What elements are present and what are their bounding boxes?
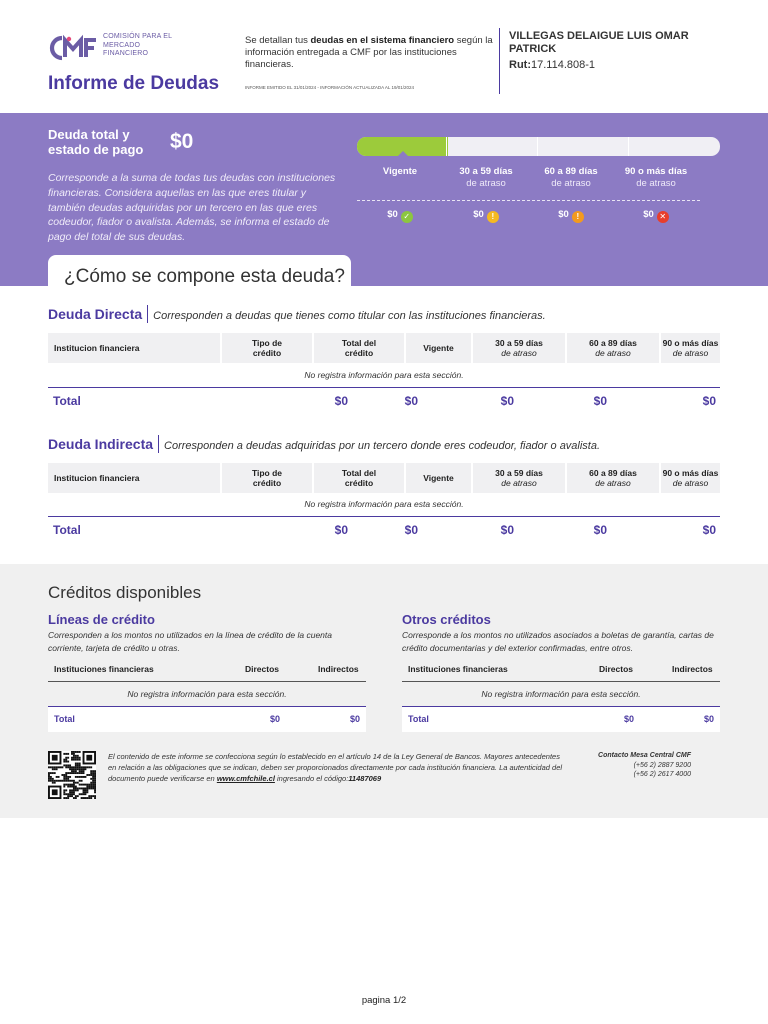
status-amount-value: $0	[473, 209, 484, 220]
status-category-amount	[443, 209, 529, 223]
status-amount-value: $0	[643, 209, 654, 220]
total-label: Total	[53, 394, 81, 408]
credit-lines-header-line	[48, 681, 366, 682]
report-date-meta: INFORME EMITIDO EL 31/01/2024 - INFORMACIÓN ACTUALIZADA AL 19/01/2024	[245, 85, 414, 90]
compose-title: ¿Cómo se compone esta deuda?	[64, 266, 345, 287]
table-column-header	[406, 333, 471, 363]
status-divider	[357, 200, 700, 201]
credit-lines-total-indirect: $0	[350, 714, 361, 724]
warning-icon: !	[572, 211, 584, 223]
column-header-label: Tipo de	[251, 338, 283, 348]
other-credits-total-indirect: $0	[704, 714, 715, 724]
column-header-label: 60 a 89 días	[589, 338, 637, 348]
credit-lines-total-label: Total	[54, 714, 75, 724]
other-credits-no-records: No registra información para esta sección.	[481, 689, 641, 699]
status-category-label: Vigente	[382, 166, 418, 177]
direct-debt-description: Corresponden a deudas que tienes como titular con las instituciones financieras.	[153, 310, 546, 322]
logo-text: COMISIÓN PARA EL MERCADO FINANCIERO	[103, 33, 172, 57]
status-category-label: 30 a 59 días	[459, 166, 513, 177]
column-header-label: Total del	[341, 468, 377, 478]
column-header-sublabel: de atraso	[501, 478, 537, 488]
indirect-total-divider	[48, 516, 720, 517]
bar-pointer-icon	[397, 151, 409, 157]
column-header-sublabel: de atraso	[672, 348, 709, 358]
table-column-header	[661, 463, 720, 493]
page-number: pagina 1/2	[361, 995, 407, 1006]
column-header-label: 60 a 89 días	[589, 468, 637, 478]
page-title: Informe de Deudas	[48, 73, 220, 94]
column-header-label: 90 o más días	[662, 338, 719, 348]
credit-lines-no-records: No registra información para esta sección.	[127, 689, 287, 699]
status-category-amount	[357, 209, 443, 223]
col-institutions: Instituciones financieras	[408, 664, 508, 674]
status-category	[528, 166, 614, 190]
column-header-label: 90 o más días	[662, 468, 719, 478]
table-column-header	[314, 463, 404, 493]
column-header-sublabel: de atraso	[672, 478, 709, 488]
credit-lines-total-divider	[48, 706, 366, 707]
table-column-header	[314, 333, 404, 363]
status-category	[357, 166, 443, 178]
indirect-debt-description: Corresponden a deudas adquiridas por un tercero donde eres codeudor, fiador o avalista.	[164, 440, 601, 452]
intro-text: Se detallan tus deudas en el sistema financiero según la información entregada a CMF por las instituciones financieras.	[245, 35, 493, 70]
col-indirect: Indirectos	[672, 664, 713, 674]
table-column-header	[406, 463, 471, 493]
col-direct: Directos	[599, 664, 634, 674]
status-category-label: 60 a 89 días	[544, 166, 598, 177]
check-icon: ✓	[401, 211, 413, 223]
column-header-label: Total del	[341, 338, 377, 348]
total-value: $0	[334, 523, 348, 537]
total-value: $0	[702, 523, 716, 537]
indirect-debt-heading: Deuda Indirecta Corresponden a deudas adquiridas por un tercero donde eres codeudor, fiador o avalista.	[48, 436, 601, 452]
credit-lines-description: Corresponden a los montos no utilizados en la línea de crédito de la cuenta corriente, tarjeta de crédito u otras.	[48, 630, 332, 653]
person-name: VILLEGAS DELAIGUE LUIS OMAR PATRICK	[509, 30, 689, 55]
col-direct: Directos	[245, 664, 280, 674]
total-value: $0	[404, 523, 418, 537]
total-debt-title: Deuda total y estado de pago	[48, 127, 144, 157]
column-header-label: Vigente	[423, 473, 454, 483]
column-header-sublabel: de atraso	[501, 348, 537, 358]
column-header-sublabel: crédito	[252, 348, 282, 358]
credit-lines-title: Líneas de crédito	[48, 612, 155, 627]
column-header-sublabel: de atraso	[595, 348, 631, 358]
column-header-sublabel: de atraso	[595, 478, 631, 488]
status-category-label: 90 o más días	[624, 166, 688, 177]
column-header-label: Tipo de	[251, 468, 283, 478]
total-debt-amount: $0	[170, 130, 194, 153]
column-header-label: 30 a 59 días	[495, 468, 543, 478]
error-icon: ✕	[657, 211, 669, 223]
column-header-sublabel: crédito	[344, 348, 374, 358]
cmf-website-link[interactable]: www.cmfchile.cl	[216, 774, 275, 783]
col-indirect: Indirectos	[318, 664, 359, 674]
column-header-sublabel: crédito	[252, 478, 282, 488]
header-divider	[499, 28, 500, 94]
total-value: $0	[404, 394, 418, 408]
table-column-header	[473, 333, 565, 363]
table-column-header	[567, 463, 659, 493]
status-category	[613, 166, 699, 190]
column-header-label: Vigente	[423, 343, 454, 353]
contact-info: Contacto Mesa Central CMF (+56 2) 2887 9200 (+56 2) 2617 4000	[598, 752, 691, 778]
indirect-no-records: No registra información para esta sección.	[304, 499, 464, 509]
payment-status-bar	[357, 137, 720, 156]
status-amount-value: $0	[387, 209, 398, 220]
total-value: $0	[500, 394, 514, 408]
status-category-sublabel: de atraso	[636, 178, 676, 189]
verification-code: 11487069	[348, 774, 382, 783]
total-value: $0	[500, 523, 514, 537]
indirect-table-header	[48, 463, 720, 493]
status-category-sublabel: de atraso	[466, 178, 506, 189]
total-debt-description: Corresponde a la suma de todas tus deudas con instituciones financieras. Considera aquellas en las que eres titular y también deudas adquiridas por un tercero en las que eres codeudor, fiador o avalista. Además, se informa el estado de pago del total de sus deudas.	[48, 172, 336, 244]
status-category-amount	[613, 209, 699, 223]
direct-no-records: No registra información para esta sección.	[304, 370, 464, 380]
table-column-header	[48, 333, 220, 363]
column-header-label: 30 a 59 días	[495, 338, 543, 348]
column-header-label: Institucion financiera	[54, 343, 140, 353]
total-value: $0	[593, 523, 607, 537]
bar-segment	[447, 137, 538, 156]
column-header-sublabel: crédito	[344, 478, 374, 488]
table-column-header	[48, 463, 220, 493]
bar-segment	[538, 137, 629, 156]
table-column-header	[222, 463, 312, 493]
other-credits-total-direct: $0	[624, 714, 635, 724]
total-value: $0	[593, 394, 607, 408]
table-column-header	[567, 333, 659, 363]
direct-debt-heading: Deuda Directa Corresponden a deudas que tienes como titular con las instituciones financieras.	[48, 306, 546, 322]
total-label: Total	[53, 523, 81, 537]
total-value: $0	[702, 394, 716, 408]
credit-lines-total-direct: $0	[270, 714, 281, 724]
other-credits-total-divider	[402, 706, 720, 707]
status-category-amount	[528, 209, 614, 223]
other-credits-title: Otros créditos	[402, 612, 491, 627]
status-amount-value: $0	[558, 209, 569, 220]
column-header-label: Institucion financiera	[54, 473, 140, 483]
table-column-header	[222, 333, 312, 363]
warning-icon: !	[487, 211, 499, 223]
other-credits-header-line	[402, 681, 720, 682]
table-column-header	[473, 463, 565, 493]
status-category	[443, 166, 529, 190]
other-credits-description: Corresponde a los montos no utilizados asociados a boletas de garantía, cartas de crédito documentarias y del exterior confirmadas, entre otros.	[402, 630, 714, 653]
total-value: $0	[334, 394, 348, 408]
other-credits-total-label: Total	[408, 714, 429, 724]
direct-total-divider	[48, 387, 720, 388]
col-institutions: Instituciones financieras	[54, 664, 154, 674]
credit-lines-total-row	[48, 706, 366, 732]
credits-title: Créditos disponibles	[48, 583, 202, 602]
qr-code-icon	[48, 750, 96, 800]
other-credits-total-row	[402, 706, 720, 732]
status-category-sublabel: de atraso	[551, 178, 591, 189]
rut-info: Rut:17.114.808-1	[509, 59, 596, 71]
direct-table-header	[48, 333, 720, 363]
legal-text: El contenido de este informe se confecciona según lo establecido en el artículo 14 de la Ley General de Bancos. Mayores antecedentes en relación a las obligaciones que se indican, deben ser proporcionados directamente por cada institución financiera. La autenticidad del documento puede verificarse en www.cmfchile.cl ingresando el código:11487069	[108, 752, 563, 783]
table-column-header	[661, 333, 720, 363]
